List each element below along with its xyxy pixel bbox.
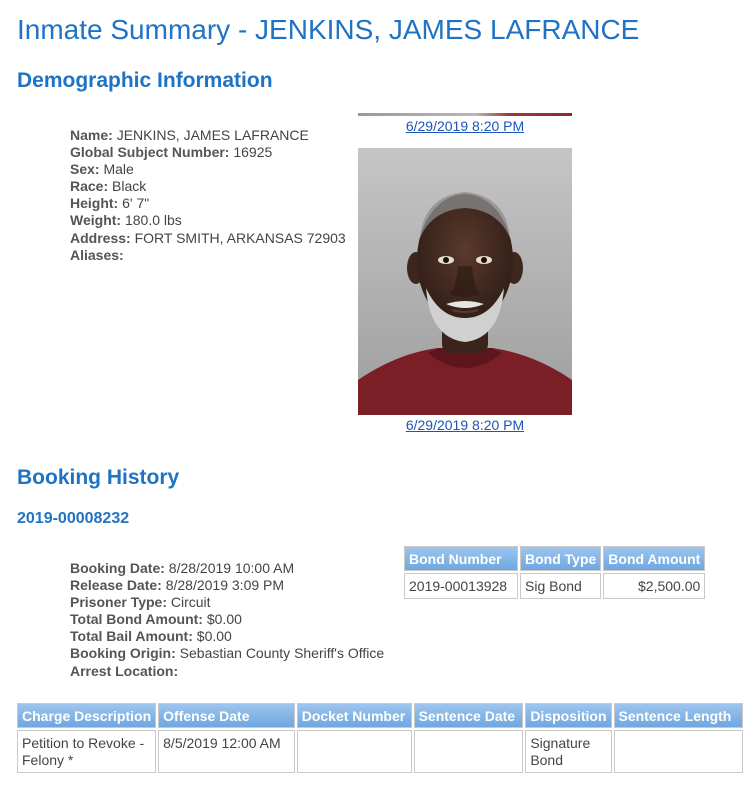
field-address: Address: FORT SMITH, ARKANSAS 72903 [70,229,346,246]
charges-table [15,701,745,775]
field-release-date: Release Date: 8/28/2019 3:09 PM [70,577,285,594]
demographic-fields [70,127,346,264]
field-race: Race: Black [70,178,147,195]
sentence-length-cell [614,730,743,773]
sentence-date-cell [414,730,524,773]
bond-number-header[interactable]: Bond Number [404,546,518,571]
bond-amount-header[interactable]: Bond Amount [603,546,705,571]
sentence-length-header[interactable]: Sentence Length [614,703,743,728]
charges-table-header [17,703,743,728]
booking-number: 2019-00008232 [17,510,130,527]
demographic-heading: Demographic Information [17,69,273,92]
bond-type-header[interactable]: Bond Type [520,546,601,571]
disposition-cell: Signature Bond [525,730,611,773]
photo-date-link-2[interactable]: 6/29/2019 8:20 PM [405,417,525,433]
field-global-subject-number: Global Subject Number: 16925 [70,144,273,161]
field-prisoner-type: Prisoner Type: Circuit [70,594,211,611]
field-total-bail-amount: Total Bail Amount: $0.00 [70,628,232,645]
sentence-date-header[interactable]: Sentence Date [414,703,524,728]
field-aliases: Aliases: [70,246,124,263]
table-row [404,573,705,599]
mugshot-photo[interactable] [358,148,572,415]
booking-fields [70,560,384,680]
field-arrest-location: Arrest Location: [70,662,179,679]
field-sex: Sex: Male [70,161,134,178]
bond-table-header [404,546,705,571]
bond-number-cell: 2019-00013928 [404,573,518,599]
field-booking-date: Booking Date: 8/28/2019 10:00 AM [70,560,295,576]
mugshot-illustration [358,148,572,415]
photo-date-link-1[interactable]: 6/29/2019 8:20 PM [405,118,525,134]
offense-date-cell: 8/5/2019 12:00 AM [158,730,295,773]
field-booking-origin: Booking Origin: Sebastian County Sheriff's Office [70,645,385,662]
field-name: Name: JENKINS, JAMES LAFRANCE [70,127,309,143]
table-row [17,730,743,773]
field-total-bond-amount: Total Bond Amount: $0.00 [70,611,242,628]
bond-table [402,544,707,601]
field-height: Height: 6' 7" [70,195,150,212]
docket-number-header[interactable]: Docket Number [297,703,412,728]
bond-type-cell: Sig Bond [520,573,601,599]
photo-thumbnail-cropped[interactable] [358,113,572,116]
page-title: Inmate Summary - JENKINS, JAMES LAFRANCE [17,14,640,45]
charges-table-wrapper [15,701,732,781]
charge-description-header[interactable]: Charge Description [17,703,156,728]
disposition-header[interactable]: Disposition [525,703,611,728]
field-weight: Weight: 180.0 lbs [70,212,182,229]
booking-history-heading: Booking History [17,466,180,489]
charge-description-cell: Petition to Revoke - Felony * [17,730,156,773]
offense-date-header[interactable]: Offense Date [158,703,295,728]
bond-amount-cell: $2,500.00 [603,573,705,599]
docket-number-cell [297,730,412,773]
